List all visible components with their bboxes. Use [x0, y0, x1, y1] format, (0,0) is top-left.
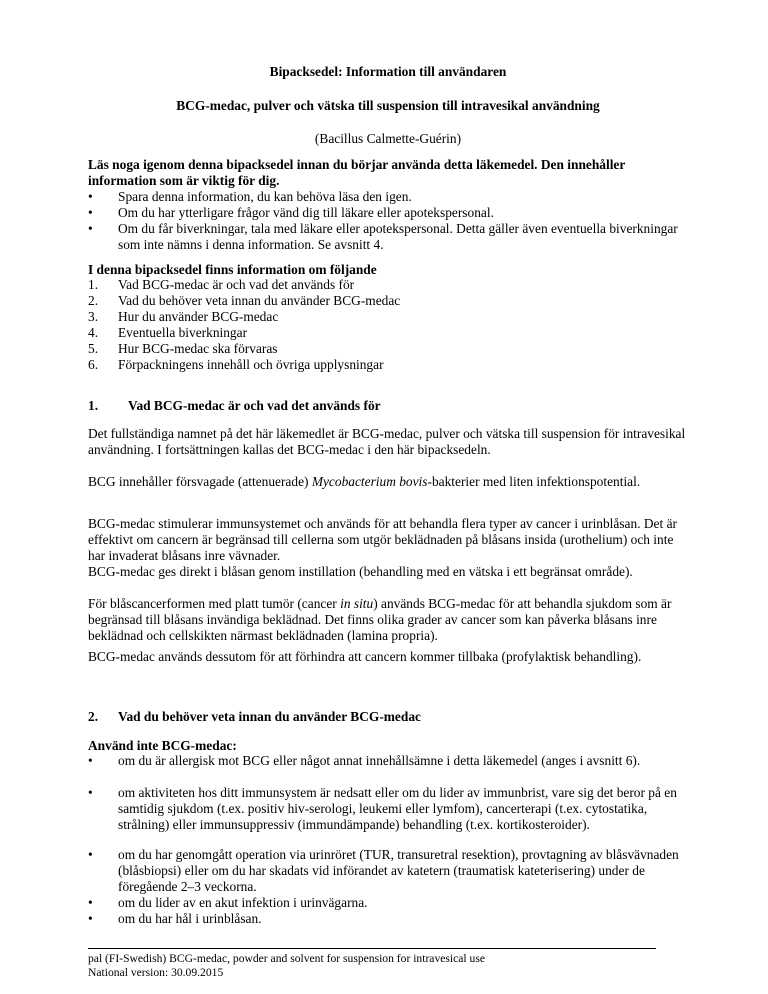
bullet-marker: •	[88, 911, 93, 926]
section-1-paragraph	[88, 474, 688, 490]
toc-text: Eventuella biverkningar	[118, 325, 248, 340]
section-1-paragraph: BCG-medac ges direkt i blåsan genom instillation (behandling med en vätska i ett begränsat område).	[88, 564, 633, 579]
page-footer	[88, 952, 485, 980]
toc-heading: I denna bipacksedel finns information om följande	[88, 262, 377, 277]
toc-number: 1.	[88, 277, 99, 292]
bullet-marker: •	[88, 205, 93, 220]
product-name-line: BCG-medac, pulver och vätska till suspension till intravesikal användning	[176, 98, 600, 113]
toc-number: 5.	[88, 341, 99, 356]
section-1-paragraph: BCG-medac stimulerar immunsystemet och används för att behandla flera typer av cancer i urinblåsan. Det är effektivt om cancern är begränsad till cellerna som utgör beklädnaden på blåsans insida (urothelium) och inte har invaderat blåsans inre vävnader.	[88, 516, 677, 563]
in-situ-term: in situ	[340, 596, 374, 611]
toc-number: 2.	[88, 293, 99, 308]
text-run: För blåscancerformen med platt tumör (cancer	[88, 596, 341, 611]
footer-product-line: pal (FI-Swedish) BCG-medac, powder and solvent for suspension for intravesical use	[88, 952, 485, 965]
section-1-paragraph: BCG-medac används dessutom för att förhindra att cancern kommer tillbaka (profylaktisk behandling).	[88, 649, 642, 664]
text-run: ) används BCG-medac för att behandla sjukdom som är begränsad till blåsans invändiga beklädnad. Det finns olika grader av cancer som kan påverka blåsans inre beklädnad och cellskikten närmast beklädnaden (lamina propria).	[88, 596, 672, 643]
bullet-text: Om du har ytterligare frågor vänd dig till läkare eller apotekspersonal.	[118, 205, 494, 220]
bullet-text: Spara denna information, du kan behöva läsa den igen.	[118, 189, 412, 204]
footer-divider	[88, 948, 656, 949]
bullet-text: om du är allergisk mot BCG eller något annat innehållsämne i detta läkemedel (anges i avsnitt 6).	[118, 753, 641, 768]
section-title: Vad du behöver veta innan du använder BCG-medac	[118, 709, 421, 724]
toc-text: Hur BCG-medac ska förvaras	[118, 341, 278, 356]
subheading: Använd inte BCG-medac:	[88, 738, 237, 753]
bullet-marker: •	[88, 895, 93, 910]
text-run: BCG innehåller försvagade (attenuerade)	[88, 474, 312, 489]
bullet-marker: •	[88, 221, 93, 236]
intro-warning: Läs noga igenom denna bipacksedel innan du börjar använda detta läkemedel. Den innehåller information som är viktig för dig.	[88, 157, 626, 188]
toc-number: 4.	[88, 325, 99, 340]
bullet-text: om du har hål i urinblåsan.	[118, 911, 262, 926]
toc-text: Vad BCG-medac är och vad det används för	[118, 277, 355, 292]
bullet-text: om du har genomgått operation via urinröret (TUR, transuretral resektion), provtagning av blåsvävnaden (blåsbiopsi) eller om du har skadats vid införandet av katetern (traumatisk kateterisering) under de föregående 2–3 veckorna.	[118, 847, 679, 894]
bullet-marker: •	[88, 753, 93, 768]
footer-version: National version: 30.09.2015	[88, 966, 224, 979]
bullet-text: om aktiviteten hos ditt immunsystem är nedsatt eller om du lider av immunbrist, vare sig det beror på en samtidig sjukdom (t.ex. positiv hiv-serologi, leukemi eller lymfom), cancerterapi (t.ex. cytostatika, strålning) eller immunsuppressiv (immundämpande) behandling (t.ex. kortikosteroider).	[118, 785, 677, 832]
toc-text: Förpackningens innehåll och övriga upplysningar	[118, 357, 384, 372]
bullet-marker: •	[88, 847, 93, 862]
section-number: 1.	[88, 398, 99, 413]
toc-number: 3.	[88, 309, 99, 324]
species-name: Mycobacterium bovis	[311, 474, 428, 489]
toc-text: Vad du behöver veta innan du använder BCG-medac	[118, 293, 401, 308]
bullet-marker: •	[88, 785, 93, 800]
toc-number: 6.	[88, 357, 99, 372]
section-1-paragraph	[88, 596, 688, 644]
section-1-paragraph: Det fullständiga namnet på det här läkemedlet är BCG-medac, pulver och vätska till suspension för intravesikal användning. I fortsättningen kallas det BCG-medac i den här bipacksedeln.	[88, 426, 686, 457]
bullet-text: om du lider av en akut infektion i urinvägarna.	[118, 895, 368, 910]
section-title: Vad BCG-medac är och vad det används för	[128, 398, 381, 413]
text-run: -bakterier med liten infektionspotential.	[427, 474, 641, 489]
toc-text: Hur du använder BCG-medac	[118, 309, 279, 324]
bullet-text: Om du får biverkningar, tala med läkare eller apotekspersonal. Detta gäller även eventuella biverkningar som inte nämns i denna information. Se avsnitt 4.	[118, 221, 678, 252]
section-number: 2.	[88, 709, 99, 724]
document-title: Bipacksedel: Information till användaren	[269, 64, 507, 79]
bullet-marker: •	[88, 189, 93, 204]
latin-name: (Bacillus Calmette-Guérin)	[314, 131, 462, 146]
